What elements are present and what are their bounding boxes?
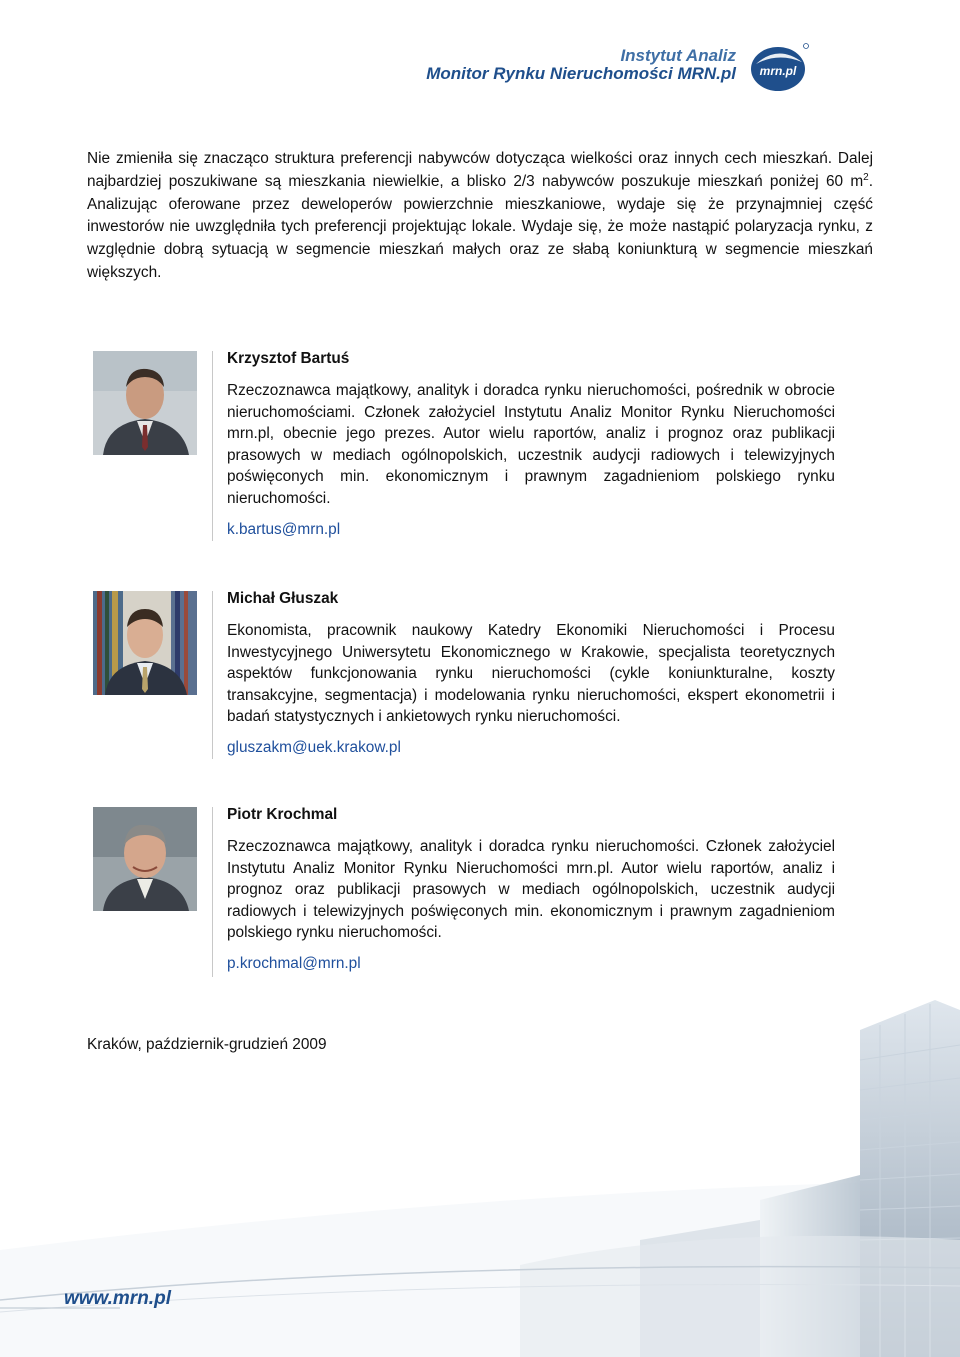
author-name: Michał Głuszak xyxy=(227,590,339,607)
intro-paragraph xyxy=(87,148,873,285)
badge-text: mrn.pl xyxy=(759,64,797,78)
logo-line2: Monitor Rynku Nieruchomości MRN.pl xyxy=(426,64,736,83)
author-email-link[interactable]: p.krochmal@mrn.pl xyxy=(227,954,361,972)
author-bio: Rzeczoznawca majątkowy, analityk i doradca rynku nieruchomości, pośrednik w obrocie nieruchomościami. Członek założyciel Instytutu Analiz Monitor Rynku Nieruchomości mrn.pl, obecnie jego prezes. Autor wielu raportów, analiz i prognoz oraz publikacji prasowych w mediach ogólnopolskich, uczestnik audycji radiowych i telewizyjnych poświęconych min. ekonomicznym i prawnym zagadnieniom polskiego rynku nieruchomości. xyxy=(227,382,835,507)
author-email-link[interactable]: k.bartus@mrn.pl xyxy=(227,520,341,538)
mrn-logo-badge-icon xyxy=(748,42,810,92)
author-photo xyxy=(93,351,197,455)
portrait-icon xyxy=(93,591,197,695)
footer-url[interactable]: www.mrn.pl xyxy=(64,1288,171,1309)
header-logo xyxy=(426,40,820,92)
author-photo xyxy=(93,807,197,911)
author-bio: Rzeczoznawca majątkowy, analityk i doradca rynku nieruchomości. Członek założyciel Instytutu Analiz Monitor Rynku Nieruchomości mrn.pl. Autor wielu raportów, analiz i prognoz oraz publikacji prasowych w mediach ogólnopolskich, uczestnik audycji radiowych i telewizyjnych poświęconych min. ekonomicznym i prawnym zagadnieniom polskiego rynku nieruchomości. xyxy=(227,838,835,942)
divider-line xyxy=(212,807,213,977)
author-card xyxy=(87,591,847,761)
place-date: Kraków, październik-grudzień 2009 xyxy=(87,1036,327,1053)
portrait-icon xyxy=(93,807,197,911)
author-card xyxy=(87,807,847,979)
author-bio: Ekonomista, pracownik naukowy Katedry Ekonomiki Nieruchomości i Procesu Inwestycyjnego Uniwersytetu Ekonomicznego w Krakowie, specjalista teoretycznych aspektów funkcjonowania rynku nieruchomości (cykle koniunkturalne, koszty transakcyjne, segmentacja) i modelowania rynku nieruchomości, ekspert ekonometrii i badań statystycznych i ankietowych rynku nieruchomości. xyxy=(227,622,835,726)
divider-line xyxy=(212,351,213,541)
author-email-link[interactable]: gluszakm@uek.krakow.pl xyxy=(227,738,401,756)
intro-text-1: Nie zmieniła się znacząco struktura preferencji nabywców dotycząca wielkości oraz innych cech mieszkań. Dalej najbardziej poszukiwane są mieszkania niewielkie, a blisko 2/3 nabywców poszukuje mieszkań poniżej 60 m xyxy=(87,150,873,190)
intro-superscript: 2 xyxy=(863,171,869,183)
author-name: Piotr Krochmal xyxy=(227,806,338,823)
logo-line1: Instytut Analiz xyxy=(620,46,736,65)
portrait-icon xyxy=(93,351,197,455)
author-photo xyxy=(93,591,197,695)
author-name: Krzysztof Bartuś xyxy=(227,350,350,367)
divider-line xyxy=(212,591,213,759)
author-card xyxy=(87,351,847,546)
intro-text-2: . Analizując oferowane przez deweloperów powierzchnie mieszkaniowe, wydaje się że przynajmniej część inwestorów nie uwzględniła tych preferencji projektując lokale. Wydaje się, że może nastąpić polaryzacja rynku, z względnie dobrą sytuacją w segmencie mieszkań małych oraz ze słabą koniunkturą w segmencie mieszkań większych. xyxy=(87,172,873,281)
